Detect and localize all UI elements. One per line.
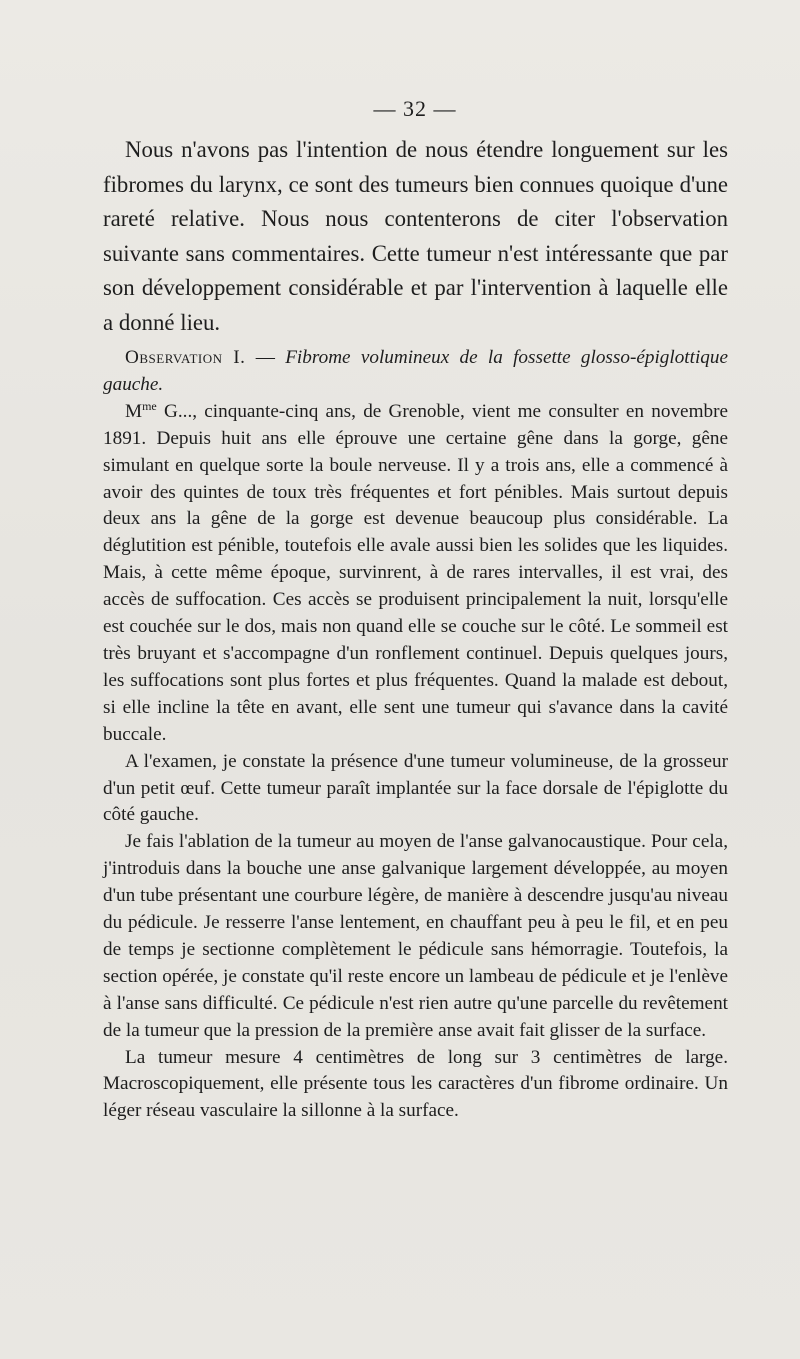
observation-paragraph-3: Je fais l'ablation de la tumeur au moyen de l'anse galvanocaustique. Pour cela, j'introduis dans la bouche une anse galvanique largement développée, au moyen d'un tube présentant une courbure légère, de manière à descendre jusqu'au niveau du pédicule. Je resserre l'anse lentement, en chauffant peu à peu le fil, et en peu de temps je sectionne complètement le pédicule sans hémorragie. Toutefois, la section opérée, je constate qu'il reste encore un lambeau de pédicule et je l'enlève à l'anse sans difficulté. Ce pédicule n'est rien autre qu'une parcelle du revêtement de la tumeur que la pression de la première anse avait fait glisser de la surface. [103, 831, 728, 1041]
observation-section [103, 345, 728, 1125]
observation-heading [103, 345, 728, 399]
intro-paragraph: Nous n'avons pas l'intention de nous étendre longuement sur les fibromes du larynx, ce sont des tumeurs bien connues quoique d'une rareté relative. Nous nous contenterons de citer l'observation suivante sans commentaires. Cette tumeur n'est intéressante que par son développement considérable et par l'intervention à laquelle elle a donné lieu. [103, 137, 728, 335]
observation-title: Fibrome volumineux de la fossette glosso-épiglottique gauche. [103, 347, 728, 395]
observation-paragraph-4: La tumeur mesure 4 centimètres de long sur 3 centimètres de large. Macroscopiquement, elle présente tous les caractères d'un fibrome ordinaire. Un léger réseau vasculaire la sillonne à la surface. [103, 1046, 728, 1122]
observation-paragraph-1 [103, 399, 728, 749]
observation-paragraph-2: A l'examen, je constate la présence d'une tumeur volumineuse, de la grosseur d'un petit œuf. Cette tumeur paraît implantée sur la face dorsale de l'épiglotte du côté gauche. [103, 750, 728, 826]
observation-text-1: G..., cinquante-cinq ans, de Grenoble, vient me consulter en novembre 1891. Depuis huit ans elle éprouve une certaine gêne dans la gorge, gêne simulant en quelque sorte la boule nerveuse. Il y a trois ans, elle a commencé à avoir des quintes de toux très fréquentes et fort pénibles. Mais surtout depuis deux ans la gêne de la gorge est devenue beaucoup plus considérable. La déglutition est pénible, toutefois elle avale aussi bien les solides que les liquides. Mais, à cette même époque, survinrent, à de rares intervalles, il est vrai, des accès de suffocation. Ces accès se produisent principalement la nuit, lorsqu'elle est couchée sur le dos, mais non quand elle se couche sur le côté. Le sommeil est très bruyant et s'accompagne d'un ronflement continuel. Depuis quelques jours, les suffocations sont plus fortes et plus fréquentes. Quand la malade est debout, si elle incline la tête en avant, elle sent une tumeur qui s'avance dans la cavité buccale. [103, 400, 728, 745]
page-number: — 32 — [373, 96, 457, 121]
observation-dash: — [245, 347, 286, 368]
observation-label: Observation I. [125, 347, 246, 368]
patient-prefix: M [125, 400, 143, 422]
patient-superscript: me [142, 398, 157, 413]
